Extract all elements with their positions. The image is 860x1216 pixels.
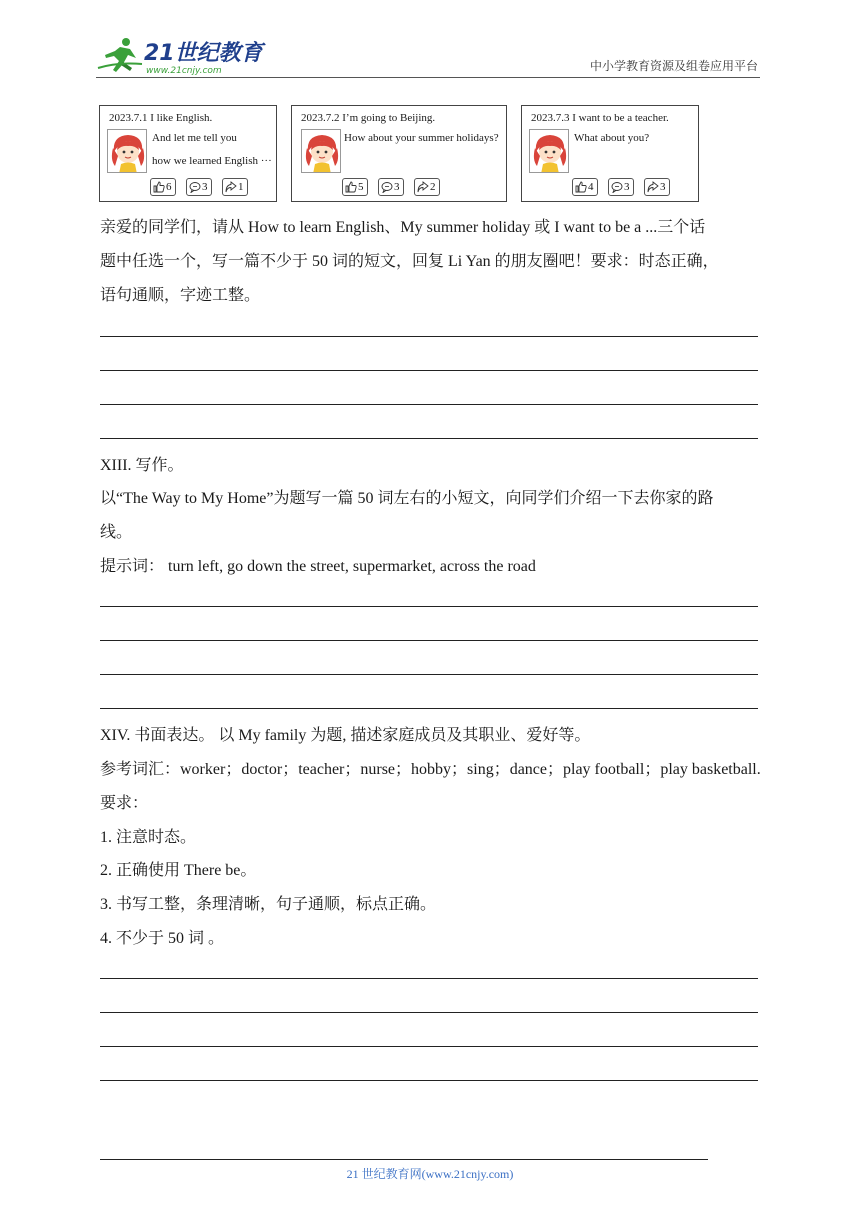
requirement-item: 1. 注意时态。 [100,829,197,846]
share-count: 2 [430,181,436,193]
share-icon [647,181,659,193]
share-icon [225,181,237,193]
girl-avatar-icon [530,130,569,173]
answer-line[interactable] [100,978,758,979]
avatar [107,129,147,173]
moment-card [291,105,507,202]
site-logo[interactable] [96,34,266,76]
comment-icon [381,181,393,193]
like-count: 6 [166,181,172,193]
runner-logo-icon [96,34,266,76]
requirement-item: 2. 正确使用 There be。 [100,862,257,879]
footer-site-link[interactable]: 21 世纪教育网(www.21cnjy.com) [346,1167,514,1181]
comment-button[interactable] [608,178,634,196]
moment-card [99,105,277,202]
moment-date-title: 2023.7.1 I like English. [109,112,213,124]
comment-button[interactable] [378,178,404,196]
answer-line[interactable] [100,438,758,439]
requirement-item: 3. 书写工整，条理清晰，句子通顺，标点正确。 [100,896,437,913]
comment-icon [611,181,623,193]
task-instruction-line: 题中任选一个，写一篇不少于 50 词的短文，回复 Li Yan 的朋友圈吧！要求：时态正确， [100,253,719,270]
answer-line[interactable] [100,640,758,641]
platform-name: 中小学教育资源及组卷应用平台 [589,59,758,73]
answer-line[interactable] [100,1046,758,1047]
moments-cards [99,105,719,203]
moment-text: How about your summer holidays? [344,132,499,144]
share-count: 3 [660,181,666,193]
section-heading: XIV. 书面表达。 以 My family 为题, 描述家庭成员及其职业、爱好等。 [100,727,591,744]
like-button[interactable] [342,178,368,196]
moment-text: What about you? [574,132,650,144]
page-header [96,30,760,78]
comment-count: 3 [394,181,400,193]
comment-count: 3 [624,181,630,193]
footer-divider [100,1159,708,1160]
moment-text: And let me tell you [152,132,237,144]
logo-wordmark: 21世纪教育 [144,41,263,66]
task-instruction-line: 语句通顺，字迹工整。 [100,287,261,304]
answer-line[interactable] [100,1012,758,1013]
answer-line[interactable] [100,708,758,709]
share-count: 1 [238,181,244,193]
thumbs-up-icon [153,181,165,193]
avatar [301,129,341,173]
answer-line[interactable] [100,336,758,337]
thumbs-up-icon [345,181,357,193]
requirements-title: 要求： [100,795,149,812]
moment-text: how we learned English ··· [152,155,272,167]
task-instruction-line: 亲爱的同学们，请从 How to learn English、My summer holiday 或 I want to be a ...三个话 [100,219,706,236]
share-button[interactable] [644,178,670,196]
avatar [529,129,569,173]
task-instruction-line: 线。 [100,524,133,541]
moment-date-title: 2023.7.2 I’m going to Beijing. [301,112,436,124]
answer-line[interactable] [100,1080,758,1081]
logo-url: www.21cnjy.com [146,66,222,76]
like-count: 4 [588,181,594,193]
share-icon [417,181,429,193]
like-button[interactable] [572,178,598,196]
reference-vocabulary: 参考词汇：worker；doctor；teacher；nurse；hobby；sing；dance；play football；play basketball. [100,761,761,778]
like-button[interactable] [150,178,176,196]
thumbs-up-icon [575,181,587,193]
requirement-item: 4. 不少于 50 词 。 [100,930,225,947]
share-button[interactable] [222,178,248,196]
comment-count: 3 [202,181,208,193]
answer-line[interactable] [100,370,758,371]
answer-line[interactable] [100,674,758,675]
answer-line[interactable] [100,404,758,405]
comment-icon [189,181,201,193]
moment-date-title: 2023.7.3 I want to be a teacher. [531,112,669,124]
hint-words: 提示词： turn left, go down the street, supermarket, across the road [100,558,536,575]
like-count: 5 [358,181,364,193]
section-heading: XIII. 写作。 [100,457,184,474]
comment-button[interactable] [186,178,212,196]
girl-avatar-icon [302,130,341,173]
answer-line[interactable] [100,606,758,607]
task-instruction-line: 以“The Way to My Home”为题写一篇 50 词左右的小短文，向同学们介绍一下去你家的路 [100,490,714,507]
girl-avatar-icon [108,130,147,173]
moment-card [521,105,699,202]
share-button[interactable] [414,178,440,196]
